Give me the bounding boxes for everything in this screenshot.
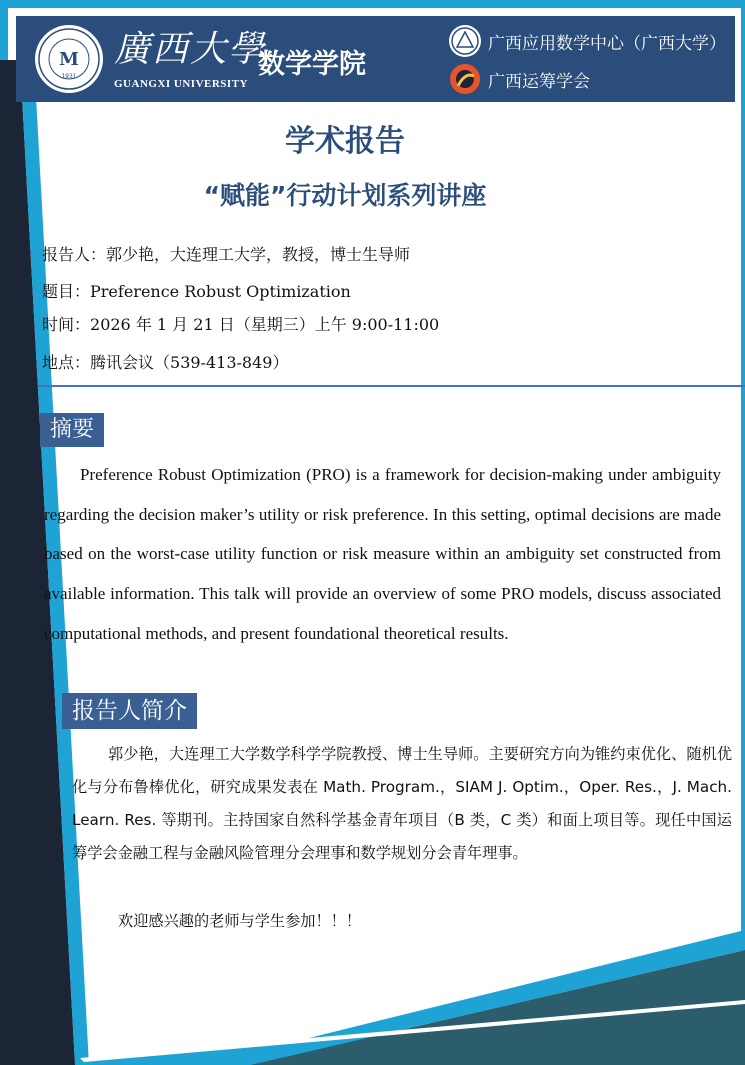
org-operations-research-society [448, 62, 590, 96]
abstract-heading: 摘要 [40, 413, 104, 447]
university-name-calligraphy: 廣西大學 [114, 29, 267, 70]
org1-label: 广西应用数学中心（广西大学） [488, 33, 726, 54]
lecture-series-subtitle: “赋能”行动计划系列讲座 [203, 181, 487, 210]
university-seal-icon [34, 24, 104, 94]
header-banner [16, 16, 735, 102]
org-applied-math-center [448, 24, 726, 58]
venue-label: 地点： [42, 353, 91, 372]
welcome-text: 欢迎感兴趣的老师与学生参加！！！ [118, 912, 361, 930]
speaker-bio-heading: 报告人简介 [62, 693, 197, 729]
speaker-value: 郭少艳，大连理工大学，教授，博士生导师 [106, 245, 411, 264]
time-label: 时间： [42, 315, 91, 334]
speaker-bio-text: 郭少艳，大连理工大学数学科学学院教授、博士生导师。主要研究方向为锥约束优化、随机优化与分布鲁棒优化，研究成果发表在 Math. Program.，SIAM J. Optim.，Oper. Res.，J. Mach. Learn. Res. 等期刊。主持国家自然科学基金青年项目（B 类，C 类）和面上项目等。现任中国运筹学会金融工程与金融风险管理分会理事和数学规划分会青年理事。 [72, 745, 732, 862]
topic-value: Preference Robust Optimization [90, 282, 351, 301]
math-center-logo-icon [448, 24, 482, 58]
time-line [42, 312, 439, 335]
venue-line [42, 350, 288, 373]
university-name-english: GUANGXI UNIVERSITY [114, 78, 248, 90]
speaker-label: 报告人： [42, 245, 107, 264]
time-value: 2026 年 1 月 21 日（星期三）上午 9:00-11:00 [90, 315, 440, 334]
seal-letter: M [59, 49, 79, 70]
org2-label: 广西运筹学会 [488, 71, 590, 92]
venue-value: 腾讯会议（539-413-849） [90, 353, 289, 372]
page-title: 学术报告 [285, 124, 405, 159]
school-name: 数学学院 [258, 49, 366, 80]
abstract-text: Preference Robust Optimization (PRO) is a framework for decision-making under ambiguity regarding the decision maker’s utility or risk preference. In this setting, optimal decisions are made based on the worst-case utility function or risk measure within an ambiguity set constructed from available information. This talk will provide an overview of some PRO models, discuss associated computational methods, and present foundational theoretical results. [44, 465, 721, 643]
topic-line [42, 279, 351, 302]
section-divider [38, 385, 745, 387]
seal-year: 1931 [61, 73, 77, 80]
or-society-logo-icon [448, 62, 482, 96]
speaker-line [42, 242, 410, 265]
topic-label: 题目： [42, 282, 91, 301]
